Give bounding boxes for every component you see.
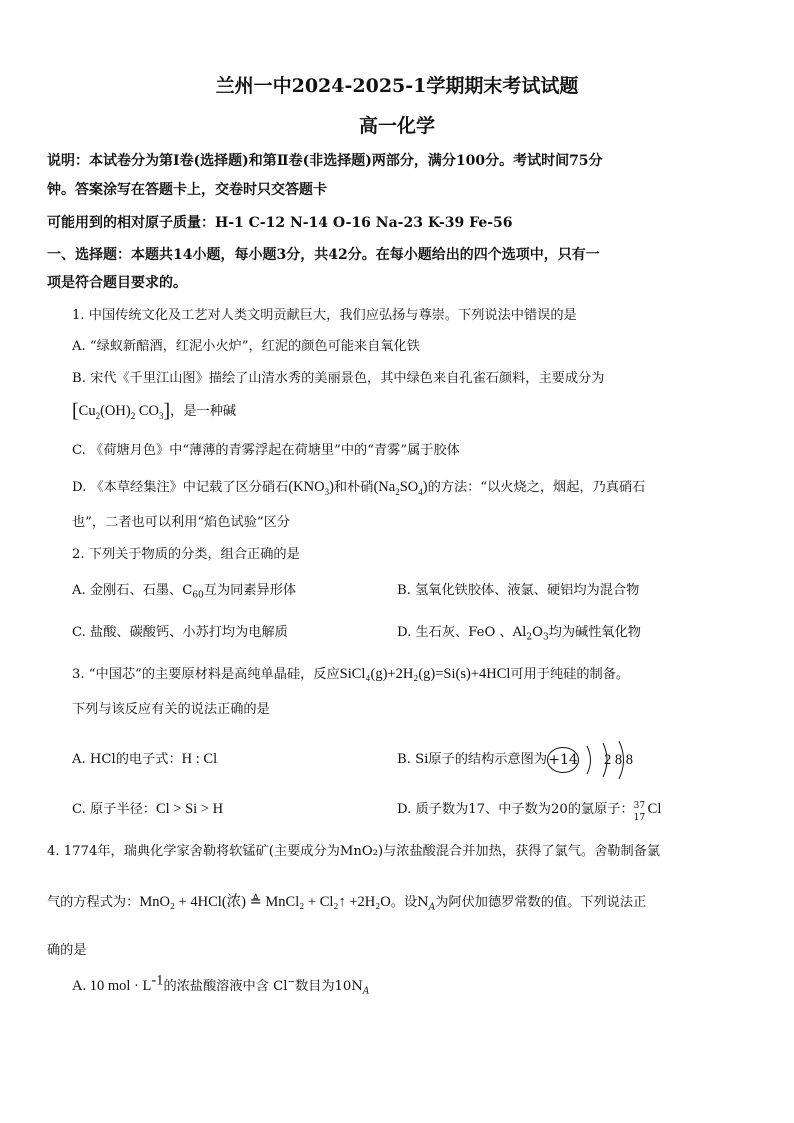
q3-stem-line-2: 下列与该反应有关的说法正确的是 — [72, 702, 270, 717]
formula-kno3: $(KNO_3)$ — [288, 479, 334, 497]
bracket-close: ] — [163, 400, 171, 422]
q4-stem-line-2: 气的方程式为：MnO₂ + 4HCl(浓) ≜ MnCl₂ + Cl₂↑ +2H₂O。设$N_A$为阿伏加德罗常数的值。下列说法正 — [47, 894, 647, 913]
q2-option-b: B. 氢氧化铁胶体、液氯、硬铝均为混合物 — [397, 583, 640, 598]
electron-formula-hcl: H : Cl — [181, 751, 218, 767]
section-heading-line-1: 一、选择题：本题共14小题，每小题3分，共42分。在每小题给出的四个选项中，只有一 — [47, 247, 600, 263]
q3-option-c: C. 原子半径：Cl > Si > H — [72, 801, 224, 817]
q4-option-a: A. 10 mol · $L^{-1}$的浓盐酸溶液中含 Cl−数目为$10N_A$ — [72, 972, 370, 997]
q1-option-b-line-2: [$Cu_2(OH)_2$ $CO_3$]，是一种碱 — [72, 400, 237, 422]
nucleus-circle: +14 — [547, 747, 579, 773]
q3-option-a: A. HCl的电子式：H : Cl — [72, 751, 218, 767]
subject-title: 高一化学 — [358, 115, 435, 137]
q1-option-d-line-1: D. 《本草经集注》中记载了区分硝石$(KNO_3)$和朴硝$(Na_2SO_4)$的方法：“以火烧之，烟起，乃真硝石 — [72, 479, 646, 497]
electron-shell-counts: 2 8 8 — [604, 752, 633, 768]
q3-option-d: D. 质子数为17、中子数为20的氯原子： 37 17 Cl — [397, 801, 662, 823]
instructions-line-2: 钟。答案涂写在答题卡上，交卷时只交答题卡 — [47, 182, 327, 198]
q2-option-a: A. 金刚石、石墨、$C_{60}$互为同素异形体 — [72, 583, 297, 601]
q2-option-c: C. 盐酸、碳酸钙、小苏打均为电解质 — [72, 625, 288, 640]
q1-stem: 1. 中国传统文化及工艺对人类文明贡献巨大，我们应弘扬与尊崇。下列说法中错误的是 — [72, 308, 577, 323]
q4-stem-line-1: 4. 1774年，瑞典化学家舍勒将软锰矿(主要成分为MnO₂)与浓盐酸混合并加热，获得了氯气。舍勒制备氯 — [47, 844, 661, 859]
bracket-open: [ — [72, 400, 79, 422]
q1-option-c: C. 《荷塘月色》中“薄薄的青雾浮起在荷塘里”中的“青雾”属于胶体 — [72, 443, 460, 458]
exam-title: 兰州一中2024-2025-1学期期末考试试题 — [215, 75, 579, 97]
q1-option-b-line-1: B. 宋代《千里江山图》描绘了山清水秀的美丽景色，其中绿色来自孔雀石颜料，主要成分为 — [72, 371, 605, 386]
atomic-masses: 可能用到的相对原子质量：H-1 C-12 N-14 O-16 Na-23 K-39 Fe-56 — [47, 215, 513, 231]
q1-option-a: A. “绿蚁新醅酒，红泥小火炉”，红泥的颜色可能来自氧化铁 — [72, 339, 420, 354]
q1-option-d-line-2: 也”，二者也可以利用“焰色试验”区分 — [72, 515, 291, 530]
q2-stem: 2. 下列关于物质的分类，组合正确的是 — [72, 547, 300, 562]
formula-na2so4: $(Na_2SO_4)$ — [373, 479, 428, 497]
q4-stem-line-3: 确的是 — [47, 943, 87, 958]
formula-malachite: $Cu_2(OH)_2$ $CO_3$ — [78, 403, 164, 421]
q2-option-d: D. 生石灰、FeO 、$Al_2O_3$均为碱性氧化物 — [397, 625, 641, 643]
equation-chlorine-preparation: MnO₂ + 4HCl(浓) ≜ MnCl₂ + Cl₂↑ +2H₂O — [139, 894, 391, 910]
q3-stem-line-1: 3. “中国芯”的主要原材料是高纯单晶硅，反应SiCl₄(g)+2H₂(g)=Si(s)+4HCl可用于纯硅的制备。 — [72, 666, 630, 682]
section-heading-line-2: 项是符合题目要求的。 — [47, 275, 187, 291]
equation-sicl4: SiCl₄(g)+2H₂(g)=Si(s)+4HCl — [339, 666, 511, 682]
q3-option-b: B. Si原子的结构示意图为+14 2 8 8 — [397, 740, 629, 780]
instructions-line-1: 说明：本试卷分为第Ⅰ卷(选择题)和第Ⅱ卷(非选择题)两部分，满分100分。考试时间75分 — [47, 153, 603, 169]
atomic-radius-order: Cl > Si > H — [155, 801, 224, 817]
isotope-notation: 37 17 — [633, 801, 646, 823]
